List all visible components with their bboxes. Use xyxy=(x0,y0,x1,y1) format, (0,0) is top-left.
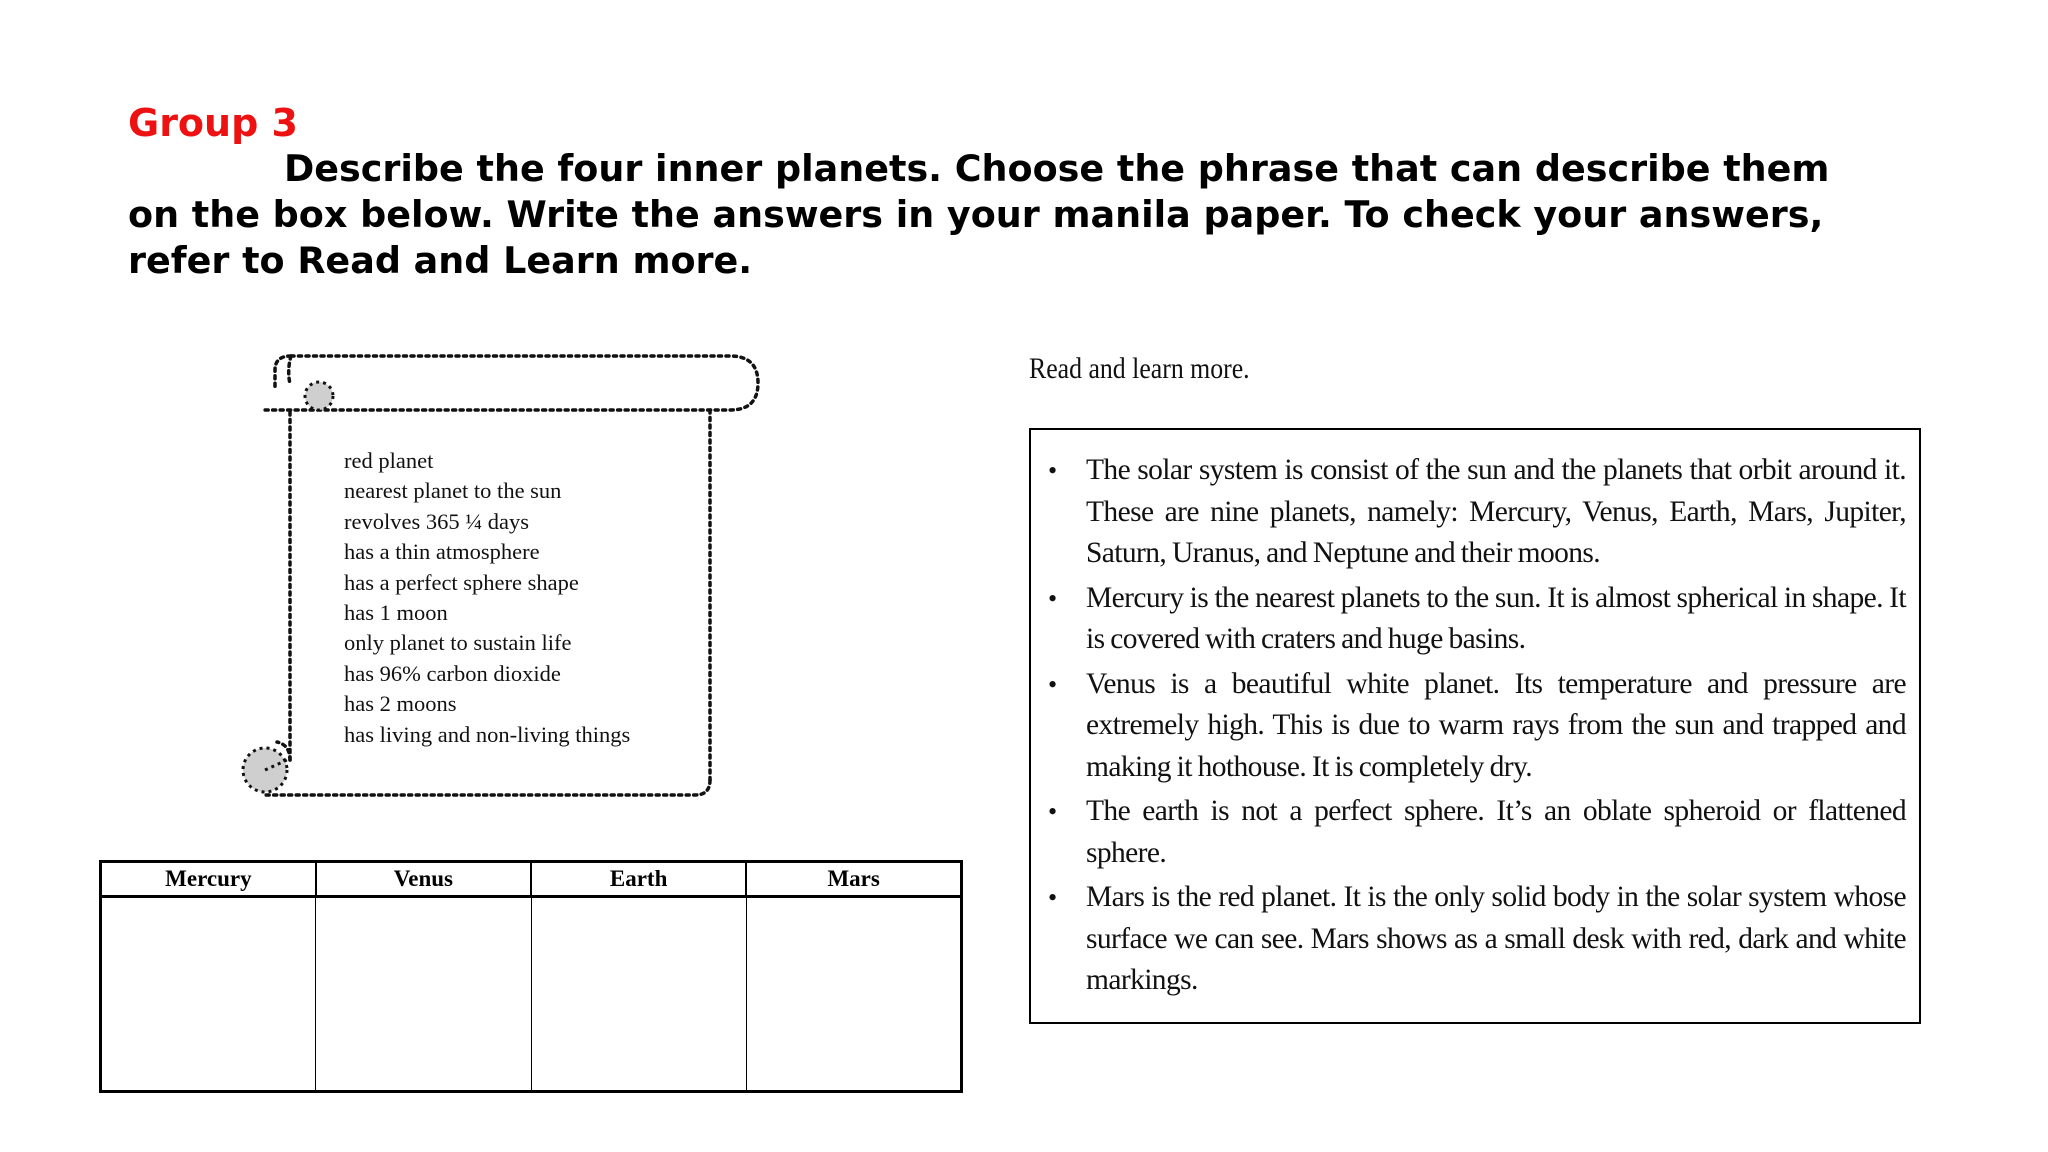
answer-cell-earth xyxy=(531,897,746,1092)
phrase-item: has 96% carbon dioxide xyxy=(344,660,561,686)
column-header-earth: Earth xyxy=(531,862,746,897)
bullet-icon: • xyxy=(1048,883,1057,912)
bullet-icon: • xyxy=(1048,669,1057,699)
list-item-text: The solar system is consist of the sun and the planets that orbit around it. These are nine planets, namely: Mercury, Venus, Earth, Mars, Jupiter, Saturn, Uranus, and Neptune and their moons. xyxy=(1086,454,1906,569)
instructions-line-2: on the box below. Write the answers in your manila paper. To check your answers, xyxy=(128,193,1824,236)
bullet-icon: • xyxy=(1048,797,1057,826)
group-label: Group 3 xyxy=(128,101,298,145)
read-learn-title: Read and learn more. xyxy=(1029,352,1250,385)
phrase-list xyxy=(344,446,630,750)
instructions xyxy=(128,146,1918,284)
read-learn-list xyxy=(1048,450,1906,1005)
phrase-item: nearest planet to the sun xyxy=(344,478,562,504)
read-learn-box xyxy=(1029,428,1921,1024)
list-item xyxy=(1048,578,1906,661)
bullet-icon: • xyxy=(1048,456,1057,485)
phrase-item: red planet xyxy=(344,448,434,473)
list-item-text: Mercury is the nearest planets to the sun. It is almost spherical in shape. It is covered with craters and huge basins. xyxy=(1086,581,1906,655)
column-header-mars: Mars xyxy=(746,862,961,897)
list-item-text: Mars is the red planet. It is the only solid body in the solar system whose surface we can see. Mars shows as a small desk with red, dark and white markings. xyxy=(1086,881,1906,996)
phrase-item: only planet to sustain life xyxy=(344,630,572,656)
list-item-text: The earth is not a perfect sphere. It’s an oblate spheroid or flattened sphere. xyxy=(1086,795,1906,869)
answer-cell-mercury xyxy=(101,897,316,1092)
phrase-item: has a perfect sphere shape xyxy=(344,569,579,595)
column-header-venus: Venus xyxy=(316,862,531,897)
phrase-item: has a thin atmosphere xyxy=(344,539,540,565)
instructions-line-1: Describe the four inner planets. Choose the phrase that can describe them xyxy=(284,147,1830,190)
list-item xyxy=(1048,664,1906,789)
phrase-item: has living and non-living things xyxy=(344,721,631,747)
answer-table-row xyxy=(101,897,962,1092)
answer-table xyxy=(99,860,963,1093)
answer-cell-mars xyxy=(746,897,961,1092)
answer-table-header-row xyxy=(101,862,962,897)
bullet-icon: • xyxy=(1048,583,1057,613)
phrase-scroll xyxy=(235,350,770,800)
list-item xyxy=(1048,450,1906,575)
instructions-line-3: refer to Read and Learn more. xyxy=(128,239,753,282)
answer-cell-venus xyxy=(316,897,531,1092)
phrase-item: revolves 365 ¼ days xyxy=(344,508,529,534)
column-header-mercury: Mercury xyxy=(101,862,316,897)
list-item xyxy=(1048,791,1906,874)
list-item-text: Venus is a beautiful white planet. Its temperature and pressure are extremely high. This is due to warm rays from the sun and trapped and making it hothouse. It is completely dry. xyxy=(1086,667,1906,783)
phrase-item: has 1 moon xyxy=(344,600,448,626)
phrase-item: has 2 moons xyxy=(344,691,457,717)
list-item xyxy=(1048,877,1906,1002)
